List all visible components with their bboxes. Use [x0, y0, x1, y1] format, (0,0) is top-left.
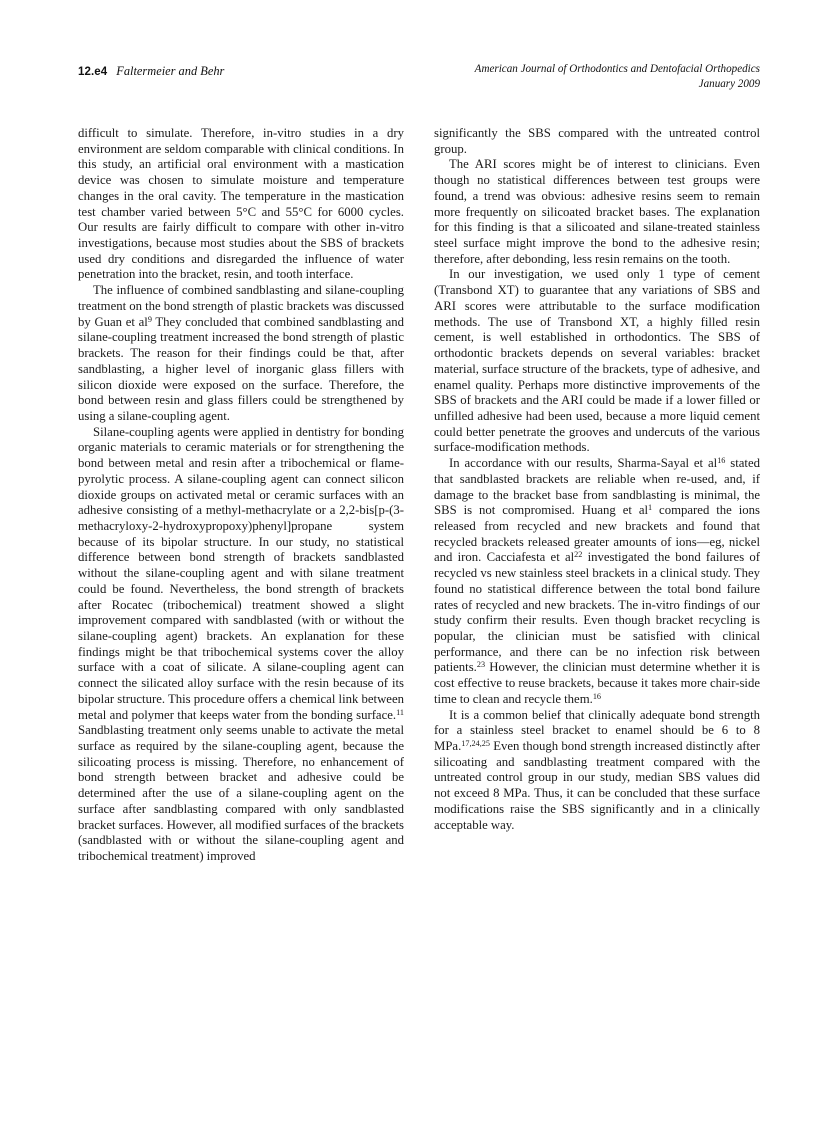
running-head-journal	[475, 62, 760, 91]
citation-superscript: 22	[574, 550, 583, 560]
citation-superscript: 9	[147, 314, 152, 324]
text-column-left	[78, 126, 404, 865]
text-column-right	[434, 126, 760, 833]
body-paragraph: difficult to simulate. Therefore, in-vitro studies in a dry environment are seldom comparable with clinical conditions. In this study, an artificial oral environment with a mastication device was chosen to simulate moisture and temperature changes in the oral cavity. The temperature in the mastication test chamber varied between 5°C and 55°C for 6000 cycles. Our results are fairly difficult to compare with other in-vitro investigations, because most studies about the SBS of brackets used dry conditions and disregarded the influence of water penetration into the bracket, resin, and tooth interface.	[78, 126, 404, 282]
body-paragraph: In our investigation, we used only 1 type of cement (Transbond XT) to guarantee that any variations of SBS and ARI scores were attributable to the surface modification methods. The use of Transbond XT, a highly filled resin cement, is well established in orthodontics. The SBS of orthodontic brackets depends on several variables: bracket material, surface structure of the brackets, type of adhesive, and enamel quality. Perhaps more distinctive improvements of the SBS of brackets and the ARI could be made if a lower filled or unfilled adhesive had been used, because a more liquid cement could better penetrate the grooves and undercuts of the various surface-modification methods.	[434, 267, 760, 455]
running-head	[78, 62, 760, 108]
body-paragraph: The ARI scores might be of interest to clinicians. Even though no statistical differences between test groups were found, a trend was obvious: adhesive resins seem to remain more frequently on silicoated bracket bases. The explanation for this finding is that a silicoated and silane-treated stainless steel surface might improve the bond to the adhesive resin; therefore, after debonding, less resin remains on the tooth.	[434, 157, 760, 266]
citation-superscript: 11	[396, 707, 404, 717]
body-paragraph: It is a common belief that clinically adequate bond strength for a stainless steel bracket to enamel should be 6 to 8 MPa.$^{17,24,25}$ Even though bond strength increased distinctly after silicoating and sandblasting treatment compared with the untreated control group in our study, median SBS values did not exceed 8 MPa. Thus, it can be concluded that these surface modifications raise the SBS significantly and in a clinically acceptable way.	[434, 707, 760, 832]
page-folio: 12.e4	[78, 66, 108, 78]
body-paragraph: In accordance with our results, Sharma-Sayal et $al^{16}$ stated that sandblasted brackets are reliable when re-used, and, if damage to the bracket base from sandblasting is minimal, the SBS is not compromised. Huang et $al^1$ compared the ions released from recycled and new brackets and found that recycled brackets released greater amounts of ions—eg, nickel and iron. Cacciafesta et $al^{22}$ investigated the bond failures of recycled vs new stainless steel brackets in a clinical study. They found no statistical difference between the total bond failure rates of recycled and new brackets. The in-vitro findings of our study confirm their results. Even though bracket recycling is popular, the clinician must be satisfied with clinical performance, and there can be no infection risk between patients.$^{23}$ However, the clinician must determine whether it is cost effective to reuse brackets, because it takes more chair-side time to clean and recycle them.$^{16}$	[434, 455, 760, 706]
issue-date: January 2009	[698, 77, 760, 90]
citation-superscript: 16	[592, 691, 601, 701]
running-head-authors: Faltermeier and Behr	[116, 64, 225, 78]
citation-superscript: 23	[476, 660, 486, 670]
citation-superscript: 17,24,25	[461, 738, 490, 748]
citation-superscript: 16	[717, 455, 726, 465]
body-paragraph: Silane-coupling agents were applied in dentistry for bonding organic materials to ceramic materials or for strengthening the bond between metal and resin after a tribochemical or flame-pyrolytic process. A silane-coupling agent can connect silicon dioxide groups on activated metal or ceramic surfaces with an adhesive consisting of a methyl-methacrylate or a 2,2-bis[p-(3-methacryloxy-2-hydroxypropoxy)phenyl]propane system because of its bipolar structure. In our study, no statistical difference between bond strength of brackets sandblasted without the silane-coupling agent and with silane treatment could be found. Nevertheless, the bond strength of brackets after Rocatec (tribochemical) treatment showed a slight improvement compared with sandblasted (with or without the silane-coupling agent) brackets. An explanation for these findings might be that tribochemical systems cover the alloy surface with a coat of silicate. A silane-coupling agent can connect the silicated alloy surface with the resin because of its bipolar structure. This procedure offers a chemical link between metal and polymer that keeps water from the bonding surface.$^{11}$ Sandblasting treatment only seems unable to activate the metal surface as required by the silane-coupling agent, because the silicoating process is missing. Therefore, no enhancement of bond strength between bracket and adhesive could be determined after the use of a silane-coupling agent on the surface after sandblasting compared with only sandblasted bracket surfaces. However, all modified surfaces of the brackets (sandblasted with or without the silane-coupling agent and tribochemical treatment) improved	[78, 424, 404, 864]
running-head-left	[78, 62, 224, 80]
journal-title: American Journal of Orthodontics and Dentofacial Orthopedics	[474, 63, 760, 75]
body-paragraph: The influence of combined sandblasting and silane-coupling treatment on the bond strength of plastic brackets was discussed by Guan et $al^9$ They concluded that combined sandblasting and silane-coupling treatment increased the bond strength of plastic brackets. The reason for their findings could be that, after sandblasting, a higher level of inorganic glass fillers with silicon dioxide were exposed on the surface. Therefore, the bond between resin and glass fillers could be strengthened by using a silane-coupling agent.	[78, 283, 404, 423]
citation-superscript: 1	[648, 503, 653, 513]
body-paragraph: significantly the SBS compared with the untreated control group.	[434, 126, 760, 156]
